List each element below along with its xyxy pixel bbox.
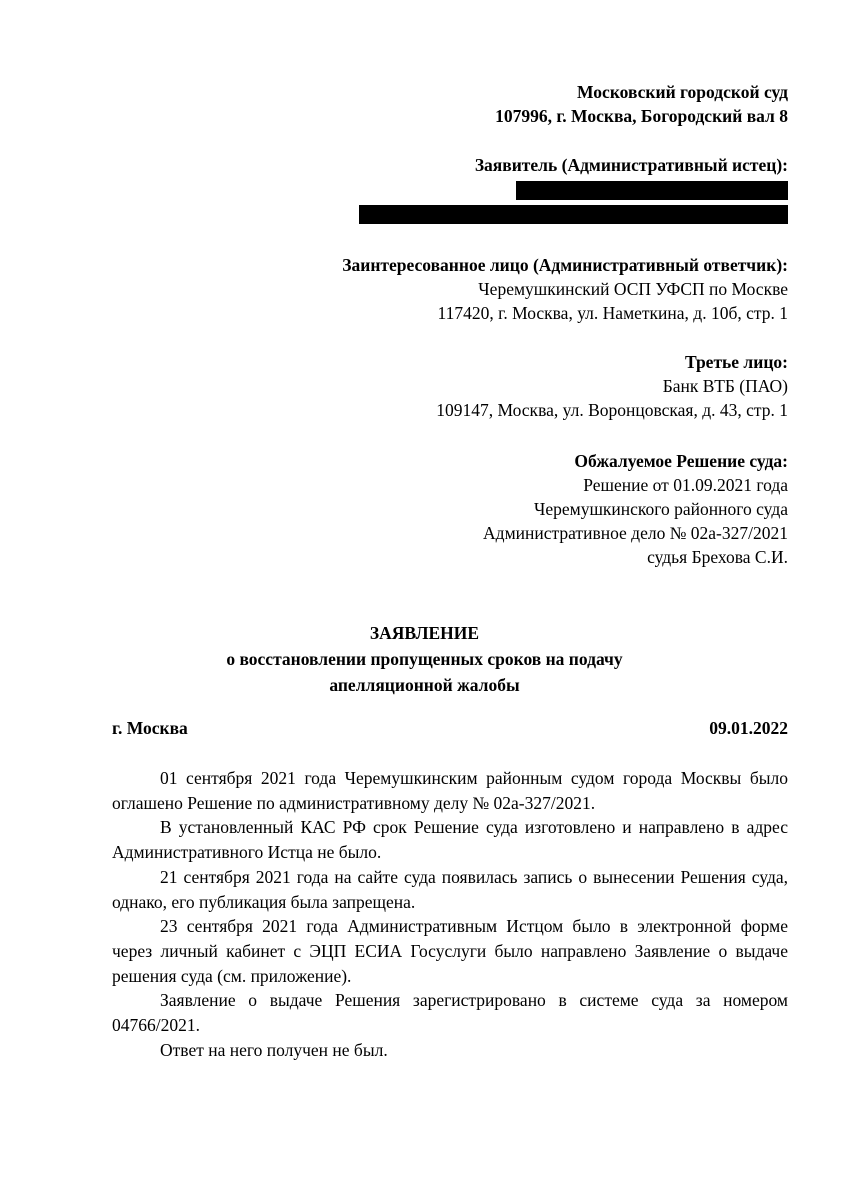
applicant-name-redacted	[359, 177, 788, 201]
appealed-decision-block	[483, 449, 788, 569]
redaction-bar	[359, 205, 788, 224]
place: г. Москва	[112, 718, 188, 738]
paragraph: В установленный КАС РФ срок Решение суда изготовлено и направлено в адрес Административного Истца не было.	[112, 817, 788, 863]
applicant-block	[359, 153, 788, 225]
date: 09.01.2022	[709, 718, 788, 738]
respondent-name: Черемушкинский ОСП УФСП по Москве	[478, 279, 788, 299]
paragraph: Ответ на него получен не был.	[160, 1039, 388, 1060]
title-sub: о восстановлении пропущенных сроков на подачу	[226, 649, 623, 669]
court-address: 107996, г. Москва, Богородский вал 8	[495, 106, 788, 126]
paragraph: 01 сентября 2021 года Черемушкинским районным судом города Москвы было оглашено Решение по административному делу № 02а-327/2021.	[112, 768, 788, 813]
third-party-block	[436, 350, 788, 422]
title-sub: апелляционной жалобы	[329, 675, 520, 695]
respondent-address: 117420, г. Москва, ул. Наметкина, д. 10б, стр. 1	[437, 303, 788, 323]
third-party-heading: Третье лицо:	[684, 352, 788, 372]
paragraph: 23 сентября 2021 года Административным Истцом было в электронной форме через личный кабинет с ЭЦП ЕСИА Госуслуги было направлено Заявление о выдаче решения суда (см. приложение).	[112, 916, 788, 986]
court-name: Московский городской суд	[577, 82, 788, 102]
title-main: ЗАЯВЛЕНИЕ	[369, 623, 480, 643]
respondent-block	[342, 253, 788, 325]
redaction-bar	[516, 181, 788, 200]
body-text	[112, 766, 788, 1062]
appealed-decision-line: Черемушкинского районного суда	[533, 499, 788, 519]
applicant-address-redacted	[359, 201, 788, 225]
appealed-decision-line: судья Брехова С.И.	[647, 547, 788, 567]
document-title	[0, 620, 849, 698]
place-date-row	[112, 718, 788, 739]
appealed-decision-heading: Обжалуемое Решение суда:	[574, 451, 788, 471]
applicant-heading: Заявитель (Административный истец):	[474, 155, 788, 175]
appealed-decision-line: Решение от 01.09.2021 года	[583, 475, 788, 495]
court-block	[495, 80, 788, 128]
respondent-heading: Заинтересованное лицо (Административный ответчик):	[342, 255, 788, 275]
third-party-address: 109147, Москва, ул. Воронцовская, д. 43, стр. 1	[436, 400, 788, 420]
appealed-decision-line: Административное дело № 02а-327/2021	[483, 523, 788, 543]
paragraph: Заявление о выдаче Решения зарегистрировано в системе суда за номером 04766/2021.	[112, 990, 788, 1036]
third-party-name: Банк ВТБ (ПАО)	[662, 376, 788, 396]
paragraph: 21 сентября 2021 года на сайте суда появилась запись о вынесении Решения суда, однако, его публикация была запрещена.	[112, 866, 788, 912]
